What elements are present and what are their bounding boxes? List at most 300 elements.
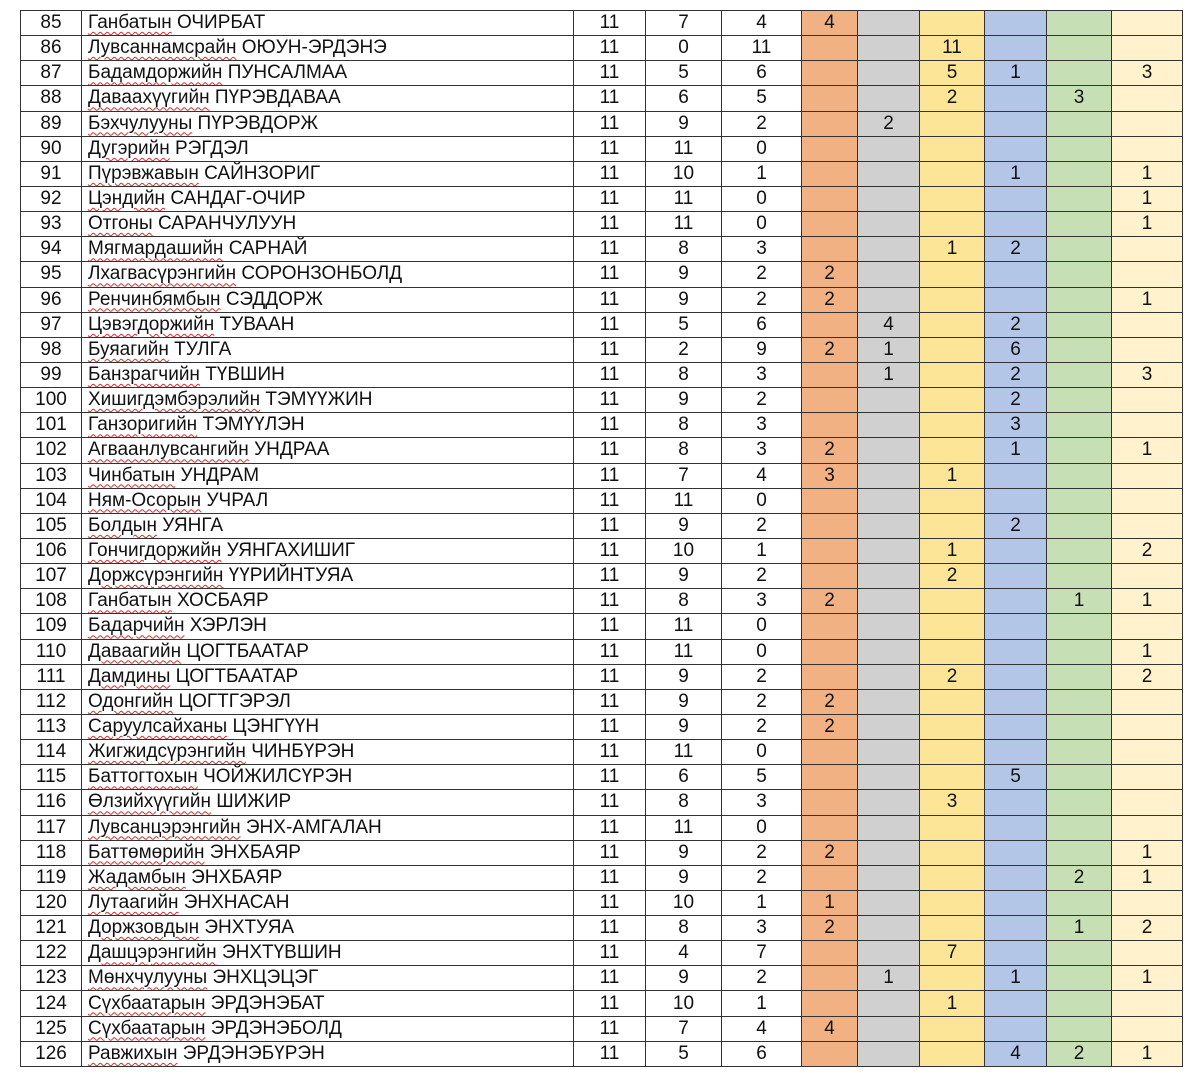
subject-cell-5 <box>1047 362 1112 387</box>
subject-cell-6 <box>1112 36 1183 61</box>
subject-cell-2 <box>858 815 920 840</box>
student-name-cell <box>82 614 574 639</box>
value-cell-b: 10 <box>646 538 722 563</box>
total-cell: 11 <box>574 890 646 915</box>
surname-text: Дугэрийн <box>88 137 170 159</box>
subject-cell-4: 1 <box>985 61 1047 86</box>
subject-cell-3: 1 <box>920 463 985 488</box>
value-cell-c: 0 <box>722 639 802 664</box>
value-cell-b: 8 <box>646 413 722 438</box>
value-cell-b: 10 <box>646 161 722 186</box>
table-row <box>21 36 1183 61</box>
subject-cell-6 <box>1112 890 1183 915</box>
student-name-cell <box>82 287 574 312</box>
total-cell: 11 <box>574 438 646 463</box>
surname-text: Даваагийн <box>88 640 182 662</box>
value-cell-c: 2 <box>722 840 802 865</box>
given-name-text: ЭНХЦЭЦЭГ <box>212 967 319 989</box>
total-cell: 11 <box>574 36 646 61</box>
subject-cell-5 <box>1047 614 1112 639</box>
value-cell-b: 0 <box>646 36 722 61</box>
value-cell-c: 1 <box>722 161 802 186</box>
row-number-cell: 103 <box>21 463 82 488</box>
subject-cell-4: 1 <box>985 966 1047 991</box>
row-number-cell: 106 <box>21 538 82 563</box>
surname-text: Доржзовдын <box>88 917 200 939</box>
subject-cell-3 <box>920 488 985 513</box>
student-name-cell <box>82 1041 574 1066</box>
given-name-text: ПУНСАЛМАА <box>227 62 348 84</box>
subject-cell-3 <box>920 262 985 287</box>
subject-cell-4 <box>985 287 1047 312</box>
subject-cell-1 <box>802 413 858 438</box>
subject-cell-5: 2 <box>1047 1041 1112 1066</box>
subject-cell-4: 3 <box>985 413 1047 438</box>
subject-cell-2 <box>858 186 920 211</box>
given-name-text: САРНАЙ <box>228 238 308 260</box>
subject-cell-4: 1 <box>985 161 1047 186</box>
subject-cell-2 <box>858 488 920 513</box>
surname-text: Лувсанцэрэнгийн <box>88 816 241 838</box>
subject-cell-3 <box>920 589 985 614</box>
subject-cell-3 <box>920 916 985 941</box>
value-cell-c: 11 <box>722 36 802 61</box>
given-name-text: ТЭМҮҮЖИН <box>265 389 373 411</box>
subject-cell-3 <box>920 362 985 387</box>
given-name-text: ЧИНБҮРЭН <box>251 741 355 763</box>
subject-cell-5 <box>1047 689 1112 714</box>
value-cell-c: 3 <box>722 237 802 262</box>
student-name-cell <box>82 212 574 237</box>
subject-cell-6 <box>1112 388 1183 413</box>
subject-cell-6 <box>1112 941 1183 966</box>
value-cell-c: 3 <box>722 438 802 463</box>
subject-cell-4 <box>985 589 1047 614</box>
results-table <box>20 10 1183 1067</box>
total-cell: 11 <box>574 916 646 941</box>
value-cell-b: 9 <box>646 714 722 739</box>
subject-cell-5 <box>1047 11 1112 36</box>
value-cell-b: 5 <box>646 312 722 337</box>
subject-cell-1: 2 <box>802 689 858 714</box>
subject-cell-6 <box>1112 714 1183 739</box>
table-row <box>21 388 1183 413</box>
surname-text: Баттогтохын <box>88 766 198 788</box>
subject-cell-2 <box>858 865 920 890</box>
row-number-cell: 120 <box>21 890 82 915</box>
subject-cell-5 <box>1047 111 1112 136</box>
student-name-cell <box>82 61 574 86</box>
surname-text: Лутаагийн <box>88 891 179 913</box>
subject-cell-3: 2 <box>920 664 985 689</box>
row-number-cell: 86 <box>21 36 82 61</box>
total-cell: 11 <box>574 714 646 739</box>
subject-cell-6 <box>1112 488 1183 513</box>
subject-cell-3 <box>920 689 985 714</box>
student-name-cell <box>82 991 574 1016</box>
subject-cell-3: 2 <box>920 564 985 589</box>
subject-cell-3 <box>920 161 985 186</box>
row-number-cell: 102 <box>21 438 82 463</box>
subject-cell-5 <box>1047 513 1112 538</box>
row-number-cell: 92 <box>21 186 82 211</box>
student-name-cell <box>82 689 574 714</box>
value-cell-b: 6 <box>646 765 722 790</box>
subject-cell-3 <box>920 413 985 438</box>
subject-cell-2 <box>858 287 920 312</box>
subject-cell-3: 2 <box>920 86 985 111</box>
subject-cell-3 <box>920 212 985 237</box>
total-cell: 11 <box>574 262 646 287</box>
table-row <box>21 991 1183 1016</box>
subject-cell-3: 1 <box>920 237 985 262</box>
subject-cell-2 <box>858 589 920 614</box>
row-number-cell: 122 <box>21 941 82 966</box>
row-number-cell: 100 <box>21 388 82 413</box>
value-cell-b: 7 <box>646 463 722 488</box>
surname-text: Пүрэвжавын <box>88 162 199 184</box>
subject-cell-5 <box>1047 815 1112 840</box>
value-cell-b: 5 <box>646 1041 722 1066</box>
total-cell: 11 <box>574 11 646 36</box>
subject-cell-4 <box>985 941 1047 966</box>
subject-cell-5 <box>1047 312 1112 337</box>
value-cell-b: 4 <box>646 941 722 966</box>
value-cell-c: 0 <box>722 815 802 840</box>
subject-cell-4 <box>985 86 1047 111</box>
subject-cell-6 <box>1112 740 1183 765</box>
subject-cell-2 <box>858 438 920 463</box>
subject-cell-2 <box>858 1041 920 1066</box>
value-cell-b: 7 <box>646 11 722 36</box>
subject-cell-6: 1 <box>1112 589 1183 614</box>
total-cell: 11 <box>574 161 646 186</box>
row-number-cell: 111 <box>21 664 82 689</box>
given-name-text: ЦОГТБААТАР <box>186 640 309 662</box>
value-cell-b: 9 <box>646 513 722 538</box>
subject-cell-1 <box>802 765 858 790</box>
subject-cell-5 <box>1047 287 1112 312</box>
subject-cell-2 <box>858 564 920 589</box>
total-cell: 11 <box>574 111 646 136</box>
student-name-cell <box>82 790 574 815</box>
surname-text: Мягмардашийн <box>88 238 224 260</box>
student-name-cell <box>82 262 574 287</box>
value-cell-b: 10 <box>646 991 722 1016</box>
row-number-cell: 104 <box>21 488 82 513</box>
surname-text: Бадарчийн <box>88 615 185 637</box>
subject-cell-1: 2 <box>802 262 858 287</box>
given-name-text: ЭНХ-АМГАЛАН <box>245 816 382 838</box>
subject-cell-3 <box>920 1016 985 1041</box>
value-cell-b: 9 <box>646 287 722 312</box>
subject-cell-3 <box>920 312 985 337</box>
table-row <box>21 664 1183 689</box>
subject-cell-3 <box>920 337 985 362</box>
table-row <box>21 186 1183 211</box>
subject-cell-3 <box>920 865 985 890</box>
subject-cell-6 <box>1112 413 1183 438</box>
subject-cell-3 <box>920 186 985 211</box>
row-number-cell: 96 <box>21 287 82 312</box>
subject-cell-1: 1 <box>802 890 858 915</box>
table-row <box>21 463 1183 488</box>
surname-text: Отгоны <box>88 213 153 235</box>
subject-cell-4: 6 <box>985 337 1047 362</box>
row-number-cell: 125 <box>21 1016 82 1041</box>
subject-cell-3 <box>920 639 985 664</box>
subject-cell-3 <box>920 438 985 463</box>
given-name-text: ЭНХНАСАН <box>183 891 290 913</box>
surname-text: Бадамдоржийн <box>88 62 223 84</box>
subject-cell-1 <box>802 488 858 513</box>
given-name-text: ЭНХБАЯР <box>191 866 283 888</box>
subject-cell-4 <box>985 714 1047 739</box>
total-cell: 11 <box>574 212 646 237</box>
subject-cell-1 <box>802 388 858 413</box>
table-row <box>21 337 1183 362</box>
total-cell: 11 <box>574 1041 646 1066</box>
table-row <box>21 237 1183 262</box>
subject-cell-4: 5 <box>985 765 1047 790</box>
subject-cell-2 <box>858 161 920 186</box>
row-number-cell: 117 <box>21 815 82 840</box>
row-number-cell: 126 <box>21 1041 82 1066</box>
student-name-cell <box>82 488 574 513</box>
total-cell: 11 <box>574 488 646 513</box>
surname-text: Равжихын <box>88 1042 178 1064</box>
given-name-text: ШИЖИР <box>216 791 292 813</box>
value-cell-b: 5 <box>646 61 722 86</box>
value-cell-c: 0 <box>722 488 802 513</box>
given-name-text: ЦОГТБААТАР <box>175 665 299 687</box>
row-number-cell: 97 <box>21 312 82 337</box>
subject-cell-2 <box>858 664 920 689</box>
student-name-cell <box>82 86 574 111</box>
subject-cell-6 <box>1112 262 1183 287</box>
subject-cell-1: 3 <box>802 463 858 488</box>
total-cell: 11 <box>574 840 646 865</box>
subject-cell-5 <box>1047 237 1112 262</box>
student-name-cell <box>82 538 574 563</box>
subject-cell-6 <box>1112 1016 1183 1041</box>
value-cell-c: 1 <box>722 538 802 563</box>
row-number-cell: 108 <box>21 589 82 614</box>
table-row <box>21 161 1183 186</box>
subject-cell-4: 2 <box>985 513 1047 538</box>
value-cell-c: 2 <box>722 966 802 991</box>
total-cell: 11 <box>574 61 646 86</box>
row-number-cell: 118 <box>21 840 82 865</box>
given-name-text: УНДРАМ <box>180 464 260 486</box>
given-name-text: САРАНЧУЛУУН <box>158 213 297 235</box>
subject-cell-5 <box>1047 991 1112 1016</box>
subject-cell-5 <box>1047 714 1112 739</box>
subject-cell-6 <box>1112 614 1183 639</box>
subject-cell-3: 1 <box>920 991 985 1016</box>
given-name-text: ТЭМҮҮЛЭН <box>202 414 305 436</box>
subject-cell-6 <box>1112 111 1183 136</box>
subject-cell-4 <box>985 136 1047 161</box>
total-cell: 11 <box>574 564 646 589</box>
subject-cell-2: 1 <box>858 337 920 362</box>
subject-cell-3: 5 <box>920 61 985 86</box>
subject-cell-2 <box>858 740 920 765</box>
subject-cell-1: 2 <box>802 337 858 362</box>
subject-cell-3 <box>920 136 985 161</box>
subject-cell-5 <box>1047 61 1112 86</box>
subject-cell-4 <box>985 815 1047 840</box>
student-name-cell <box>82 463 574 488</box>
table-row <box>21 438 1183 463</box>
subject-cell-4 <box>985 639 1047 664</box>
subject-cell-4: 2 <box>985 362 1047 387</box>
table-row <box>21 61 1183 86</box>
subject-cell-3: 1 <box>920 538 985 563</box>
value-cell-c: 6 <box>722 61 802 86</box>
table-row <box>21 136 1183 161</box>
row-number-cell: 94 <box>21 237 82 262</box>
total-cell: 11 <box>574 337 646 362</box>
student-name-cell <box>82 564 574 589</box>
student-name-cell <box>82 1016 574 1041</box>
student-name-cell <box>82 111 574 136</box>
value-cell-b: 8 <box>646 790 722 815</box>
subject-cell-6 <box>1112 337 1183 362</box>
subject-cell-5: 3 <box>1047 86 1112 111</box>
table-row <box>21 212 1183 237</box>
student-name-cell <box>82 765 574 790</box>
subject-cell-5 <box>1047 36 1112 61</box>
subject-cell-2: 1 <box>858 362 920 387</box>
value-cell-b: 10 <box>646 890 722 915</box>
row-number-cell: 109 <box>21 614 82 639</box>
given-name-text: ЭРДЭНЭБОЛД <box>210 1017 342 1039</box>
given-name-text: ХЭРЛЭН <box>189 615 267 637</box>
subject-cell-2 <box>858 614 920 639</box>
row-number-cell: 121 <box>21 916 82 941</box>
subject-cell-4 <box>985 890 1047 915</box>
table-row <box>21 1041 1183 1066</box>
subject-cell-2 <box>858 765 920 790</box>
total-cell: 11 <box>574 966 646 991</box>
subject-cell-1: 2 <box>802 287 858 312</box>
subject-cell-5 <box>1047 463 1112 488</box>
subject-cell-5 <box>1047 488 1112 513</box>
total-cell: 11 <box>574 941 646 966</box>
value-cell-b: 8 <box>646 237 722 262</box>
subject-cell-2 <box>858 639 920 664</box>
row-number-cell: 93 <box>21 212 82 237</box>
subject-cell-6 <box>1112 564 1183 589</box>
total-cell: 11 <box>574 388 646 413</box>
subject-cell-1 <box>802 865 858 890</box>
value-cell-b: 9 <box>646 564 722 589</box>
subject-cell-6 <box>1112 513 1183 538</box>
table-row <box>21 966 1183 991</box>
subject-cell-2 <box>858 463 920 488</box>
given-name-text: САЙНЗОРИГ <box>204 162 321 184</box>
row-number-cell: 89 <box>21 111 82 136</box>
subject-cell-2 <box>858 840 920 865</box>
subject-cell-2 <box>858 36 920 61</box>
table-row <box>21 790 1183 815</box>
subject-cell-6: 2 <box>1112 916 1183 941</box>
subject-cell-6 <box>1112 790 1183 815</box>
surname-text: Хишигдэмбэрэлийн <box>88 389 261 411</box>
subject-cell-6: 3 <box>1112 61 1183 86</box>
surname-text: Ренчинбямбын <box>88 288 221 310</box>
subject-cell-2 <box>858 136 920 161</box>
subject-cell-6: 2 <box>1112 664 1183 689</box>
value-cell-c: 0 <box>722 614 802 639</box>
total-cell: 11 <box>574 790 646 815</box>
value-cell-c: 2 <box>722 664 802 689</box>
subject-cell-1 <box>802 790 858 815</box>
subject-cell-6: 1 <box>1112 186 1183 211</box>
given-name-text: ПҮРЭВДАВАА <box>214 87 341 109</box>
surname-text: Сүхбаатарын <box>88 1017 206 1039</box>
subject-cell-5 <box>1047 413 1112 438</box>
total-cell: 11 <box>574 463 646 488</box>
table-row <box>21 488 1183 513</box>
value-cell-b: 8 <box>646 916 722 941</box>
subject-cell-6: 1 <box>1112 161 1183 186</box>
given-name-text: ЭРДЭНЭБАТ <box>210 992 325 1014</box>
row-number-cell: 113 <box>21 714 82 739</box>
surname-text: Буяагийн <box>88 338 169 360</box>
subject-cell-1 <box>802 362 858 387</box>
subject-cell-4 <box>985 916 1047 941</box>
subject-cell-1 <box>802 639 858 664</box>
value-cell-c: 3 <box>722 916 802 941</box>
surname-text: Саруулсайханы <box>88 716 228 737</box>
subject-cell-5 <box>1047 740 1112 765</box>
value-cell-b: 11 <box>646 740 722 765</box>
student-name-cell <box>82 388 574 413</box>
value-cell-c: 5 <box>722 765 802 790</box>
surname-text: Чинбатын <box>88 464 176 486</box>
student-name-cell <box>82 513 574 538</box>
row-number-cell: 87 <box>21 61 82 86</box>
subject-cell-1 <box>802 111 858 136</box>
total-cell: 11 <box>574 991 646 1016</box>
subject-cell-3 <box>920 513 985 538</box>
subject-cell-5 <box>1047 890 1112 915</box>
value-cell-c: 2 <box>722 513 802 538</box>
subject-cell-5 <box>1047 664 1112 689</box>
value-cell-c: 2 <box>722 689 802 714</box>
value-cell-b: 11 <box>646 639 722 664</box>
total-cell: 11 <box>574 312 646 337</box>
student-name-cell <box>82 337 574 362</box>
total-cell: 11 <box>574 765 646 790</box>
surname-text: Агваанлувсангийн <box>88 439 249 461</box>
subject-cell-5 <box>1047 136 1112 161</box>
subject-cell-5 <box>1047 388 1112 413</box>
given-name-text: ЦОГТГЭРЭЛ <box>178 690 291 712</box>
given-name-text: САНДАГ-ОЧИР <box>170 188 306 210</box>
table-body <box>21 11 1183 1067</box>
subject-cell-4 <box>985 740 1047 765</box>
total-cell: 11 <box>574 513 646 538</box>
subject-cell-1 <box>802 36 858 61</box>
total-cell: 11 <box>574 362 646 387</box>
value-cell-b: 11 <box>646 186 722 211</box>
table-row <box>21 815 1183 840</box>
given-name-text: ЭНХБАЯР <box>209 841 301 863</box>
subject-cell-4 <box>985 11 1047 36</box>
